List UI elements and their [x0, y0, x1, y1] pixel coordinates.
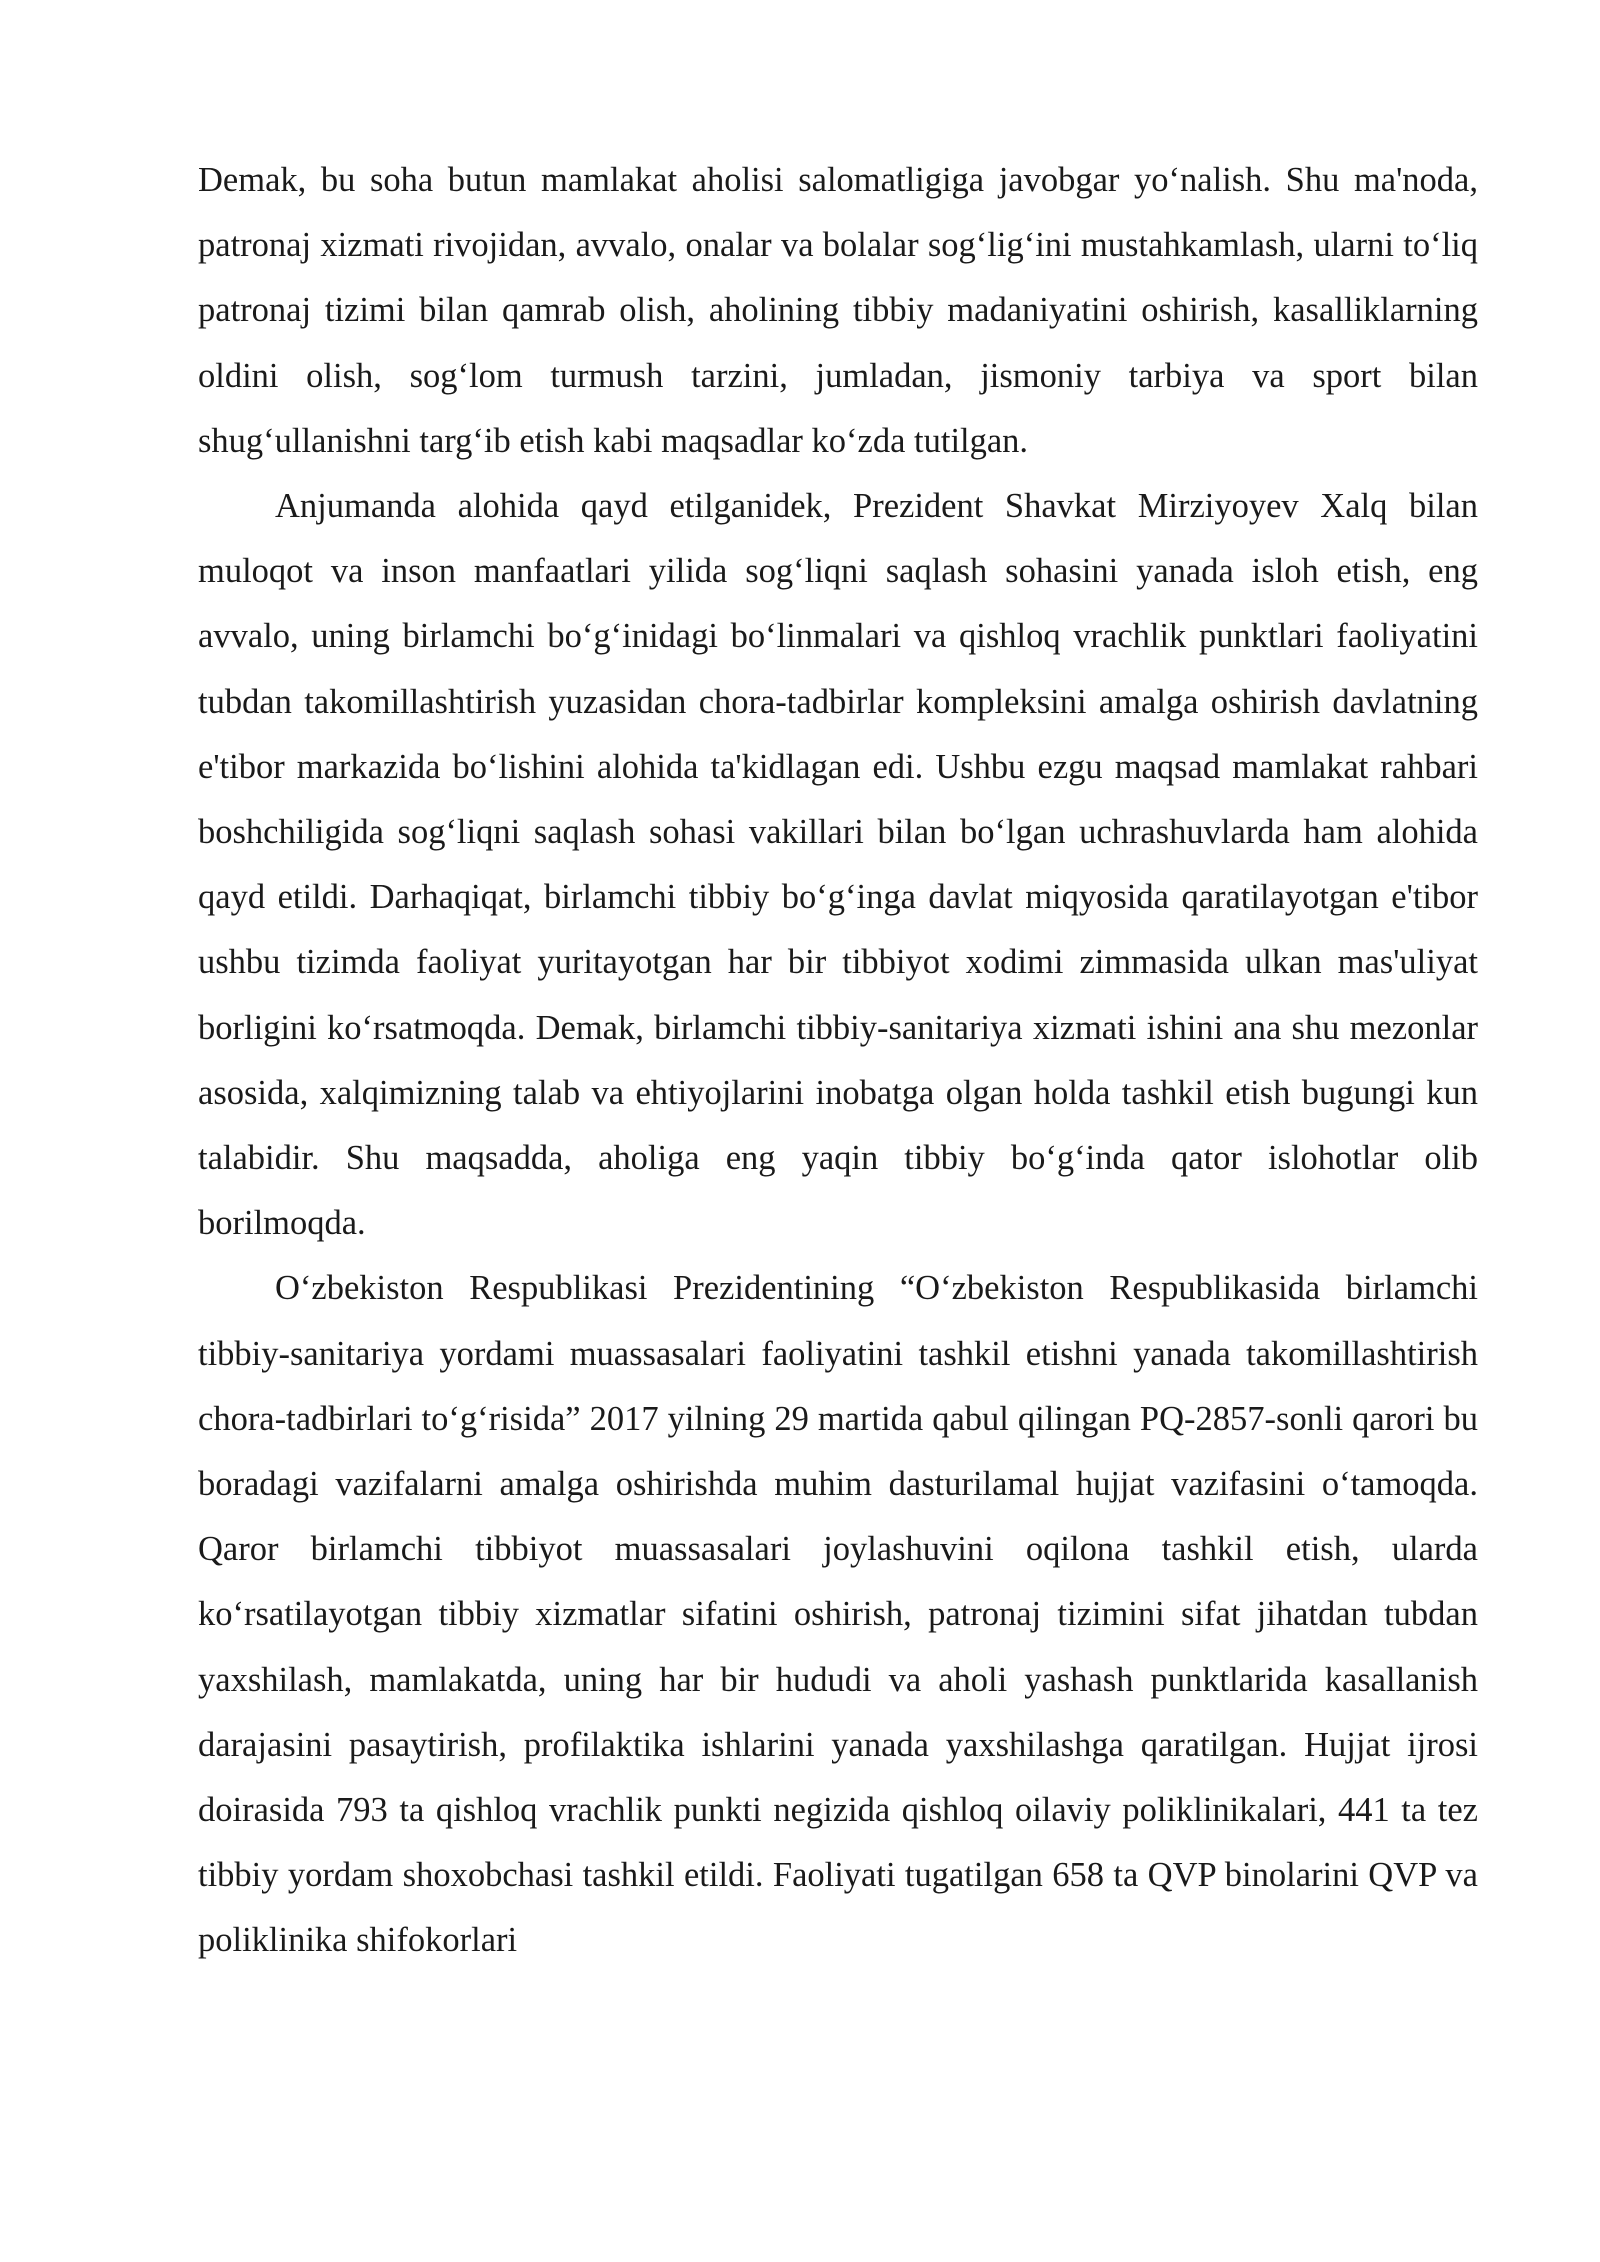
body-text: [198, 148, 1478, 1974]
paragraph-2: Anjumanda alohida qayd etilganidek, Prezident Shavkat Mirziyoyev Xalq bilan muloqot va inson manfaatlari yilida sog‘liqni saqlash sohasini yanada isloh etish, eng avvalo, uning birlamchi bo‘g‘inidagi bo‘linmalari va qishloq vrachlik punktlari faoliyatini tubdan takomillashtirish yuzasidan chora-tadbirlar kompleksini amalga oshirish davlatning e'tibor markazida bo‘lishini alohida ta'kidlagan edi. Ushbu ezgu maqsad mamlakat rahbari boshchiligida sog‘liqni saqlash sohasi vakillari bilan bo‘lgan uchrashuvlarda ham alohida qayd etildi. Darhaqiqat, birlamchi tibbiy bo‘g‘inga davlat miqyosida qaratilayotgan e'tibor ushbu tizimda faoliyat yuritayotgan har bir tibbiyot xodimi zimmasida ulkan mas'uliyat borligini ko‘rsatmoqda. Demak, birlamchi tibbiy-sanitariya xizmati ishini ana shu mezonlar asosida, xalqimizning talab va ehtiyojlarini inobatga olgan holda tashkil etish bugungi kun talabidir. Shu maqsadda, aholiga eng yaqin tibbiy bo‘g‘inda qator islohotlar olib borilmoqda.: [198, 487, 1478, 1243]
paragraph-3: O‘zbekiston Respublikasi Prezidentining “O‘zbekiston Respublikasida birlamchi tibbiy-sanitariya yordami muassasalari faoliyatini tashkil etishni yanada takomillashtirish chora-tadbirlari to‘g‘risida” 2017 yilning 29 martida qabul qilingan PQ-2857-sonli qarori bu boradagi vazifalarni amalga oshirishda muhim dasturilamal hujjat vazifasini o‘tamoqda. Qaror birlamchi tibbiyot muassasalari joylashuvini oqilona tashkil etish, ularda ko‘rsatilayotgan tibbiy xizmatlar sifatini oshirish, patronaj tizimini sifat jihatdan tubdan yaxshilash, mamlakatda, uning har bir hududi va aholi yashash punktlarida kasallanish darajasini pasaytirish, profilaktika ishlarini yanada yaxshilashga qaratilgan. Hujjat ijrosi doirasida 793 ta qishloq vrachlik punkti negizida qishloq oilaviy poliklinikalari, 441 ta tez tibbiy yordam shoxobchasi tashkil etildi. Faoliyati tugatilgan 658 ta QVP binolarini QVP va poliklinika shifokorlari: [198, 1269, 1478, 1960]
paragraph-1: Demak, bu soha butun mamlakat aholisi salomatligiga javobgar yo‘nalish. Shu ma'noda, patronaj xizmati rivojidan, avvalo, onalar va bolalar sog‘lig‘ini mustahkamlash, ularni to‘liq patronaj tizimi bilan qamrab olish, aholining tibbiy madaniyatini oshirish, kasalliklarning oldini olish, sog‘lom turmush tarzini, jumladan, jismoniy tarbiya va sport bilan shug‘ullanishni targ‘ib etish kabi maqsadlar ko‘zda tutilgan.: [198, 161, 1478, 460]
